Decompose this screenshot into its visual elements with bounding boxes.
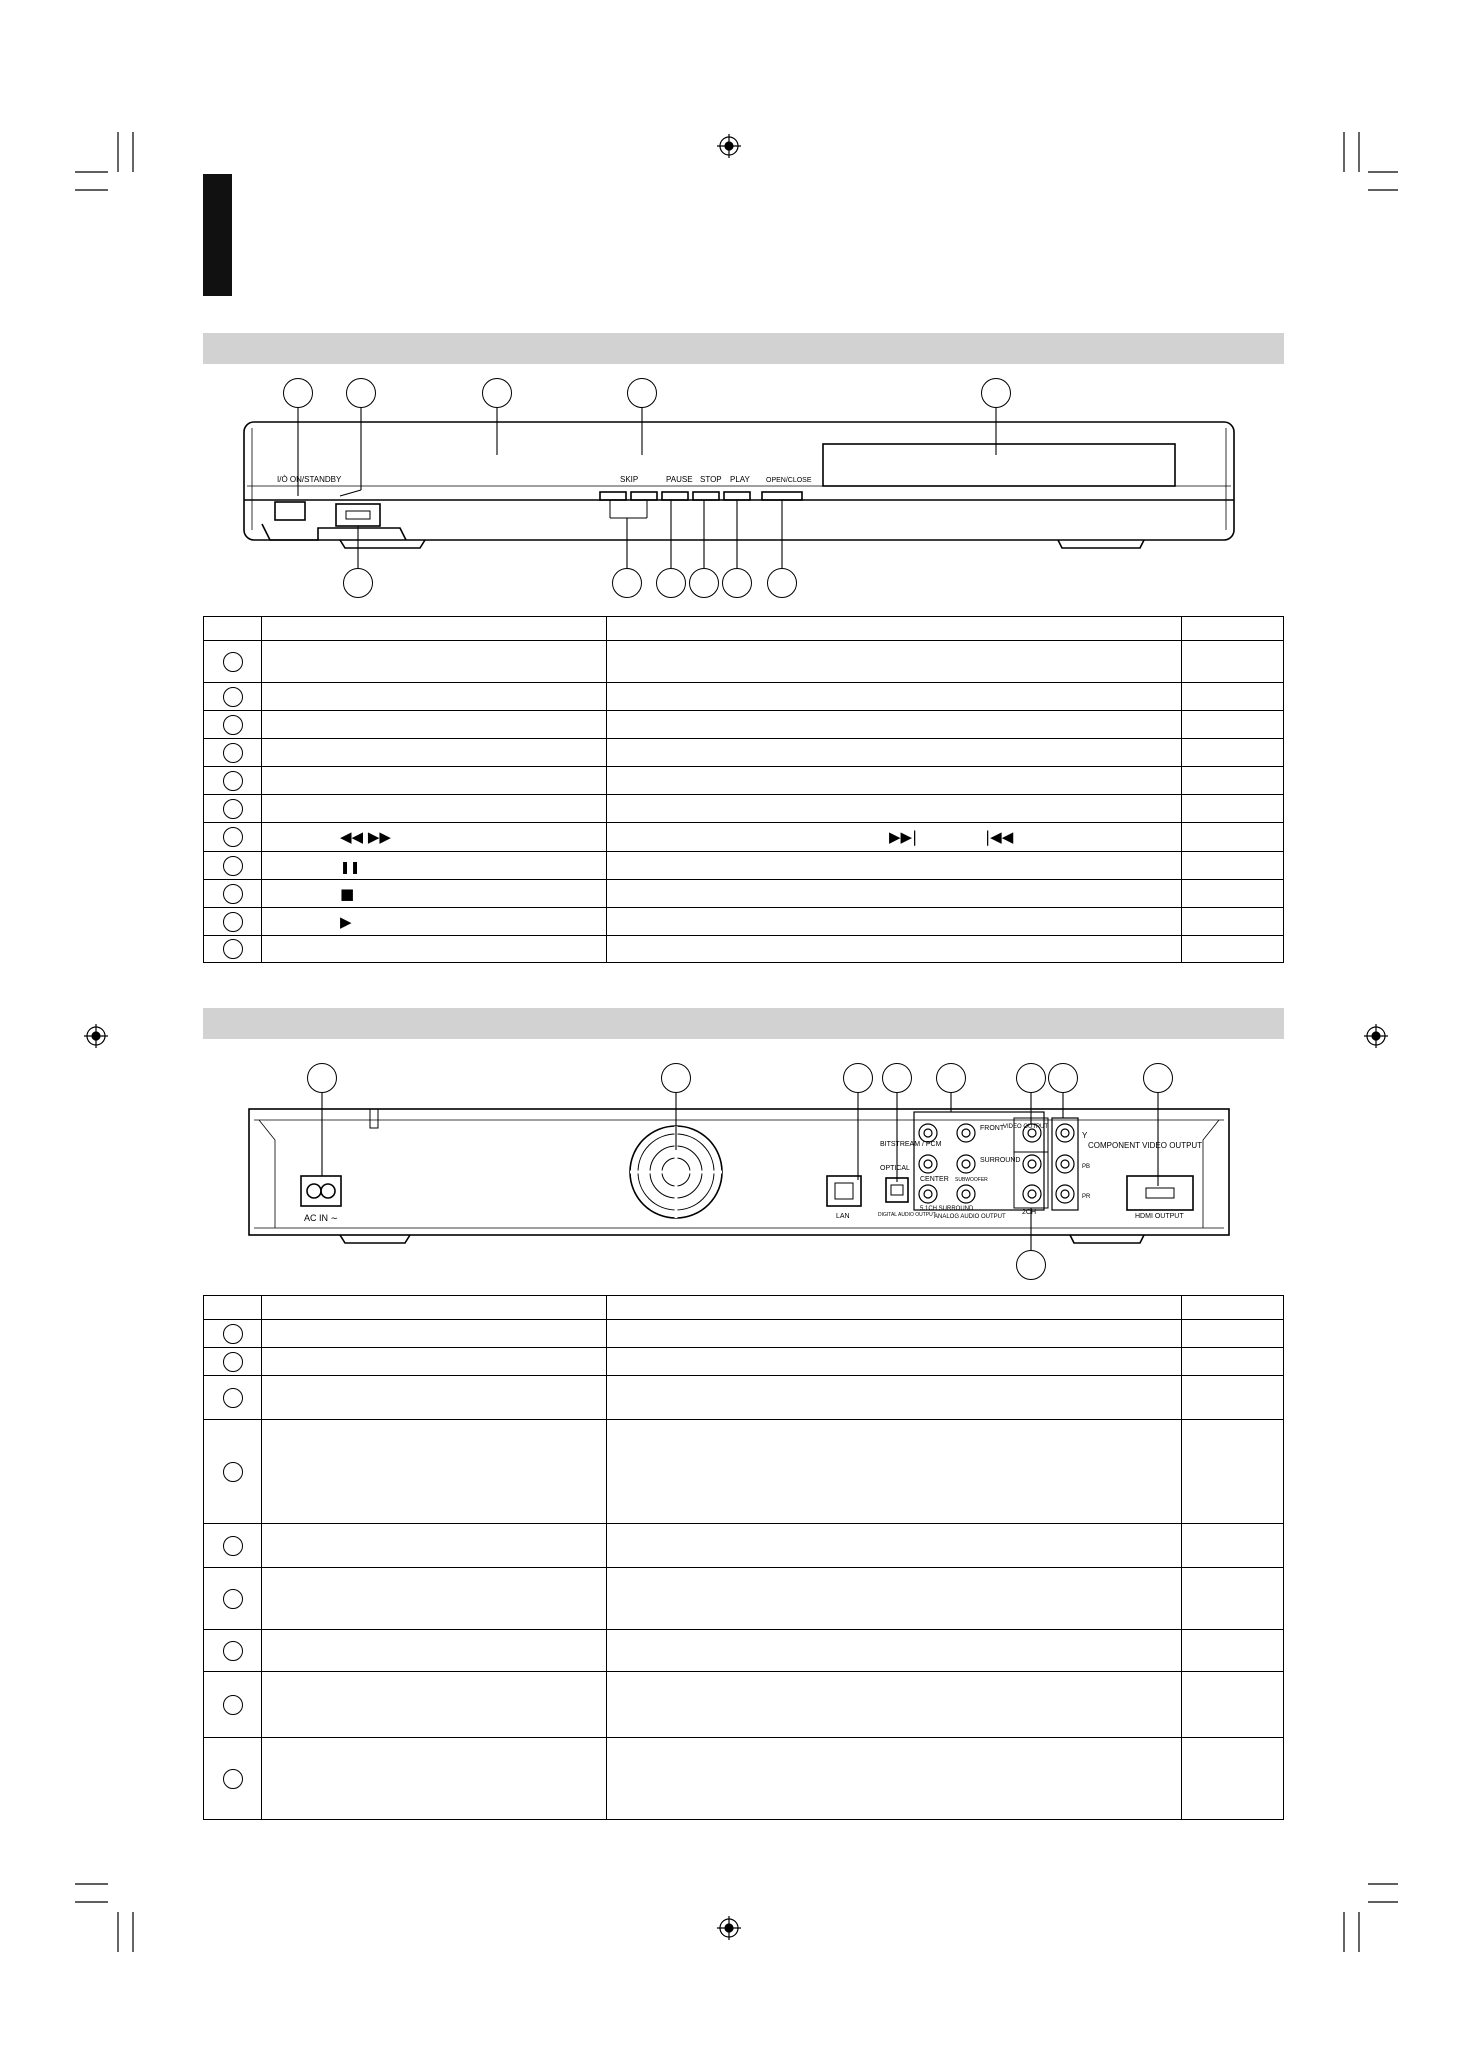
- pr-label: PR: [1082, 1194, 1091, 1200]
- rear-panel-table: [203, 1295, 1284, 1820]
- callout: [843, 1063, 873, 1093]
- table-row: [204, 1568, 1284, 1630]
- skip-icon: ◀◀ ▶▶: [340, 828, 391, 846]
- callout: [936, 1063, 966, 1093]
- pause-icon: ❚❚: [340, 859, 361, 874]
- center-label: CENTER: [920, 1176, 949, 1183]
- skip-forward-icon: ▶▶|: [889, 828, 918, 846]
- table-row: [204, 1420, 1284, 1524]
- item-number-icon: [223, 1352, 243, 1372]
- table-row: [204, 1524, 1284, 1568]
- front-label: FRONT: [980, 1125, 1005, 1132]
- skip-label: SKIP: [620, 475, 639, 484]
- standby-label: I/Ò ON/STANDBY: [277, 475, 342, 484]
- skip-back-icon: |◀◀: [985, 828, 1014, 846]
- stop-label: STOP: [700, 475, 722, 484]
- component-label: COMPONENT VIDEO OUTPUT: [1088, 1141, 1203, 1150]
- item-number-icon: [223, 1641, 243, 1661]
- video-output-label: VIDEO OUTPUT: [1003, 1124, 1049, 1130]
- callout: [1016, 1250, 1046, 1280]
- item-number-icon: [223, 1589, 243, 1609]
- table-row: [204, 1320, 1284, 1348]
- callout: [307, 1063, 337, 1093]
- item-number-icon: [223, 1388, 243, 1408]
- callout: [882, 1063, 912, 1093]
- registration-target-bottom: [717, 1916, 741, 1940]
- digital-audio-label: DIGITAL AUDIO OUTPUT: [878, 1212, 936, 1218]
- y-label: Y: [1082, 1131, 1088, 1140]
- callout: [1143, 1063, 1173, 1093]
- 2ch-label: 2CH: [1022, 1209, 1037, 1216]
- item-number-icon: [223, 1769, 243, 1789]
- item-number-icon: [223, 1536, 243, 1556]
- subwoofer-label: SUBWOOFER: [955, 1177, 988, 1183]
- pause-label: PAUSE: [666, 475, 693, 484]
- play-label: PLAY: [730, 475, 750, 484]
- item-number-icon: [223, 1462, 243, 1482]
- ac-in-label: AC IN ∼: [304, 1213, 339, 1223]
- table-row: [204, 1348, 1284, 1376]
- lan-label: LAN: [836, 1213, 850, 1220]
- table-row: [204, 1672, 1284, 1738]
- table-header-row: [204, 1296, 1284, 1320]
- bitstream-label: BITSTREAM / PCM: [880, 1141, 942, 1148]
- open-close-label: OPEN/CLOSE: [766, 477, 812, 484]
- callout: [1048, 1063, 1078, 1093]
- analog-audio-label: ANALOG AUDIO OUTPUT: [934, 1214, 1006, 1220]
- surround-label: SURROUND: [980, 1157, 1021, 1164]
- stop-icon: ■: [340, 884, 355, 903]
- callout: [661, 1063, 691, 1093]
- play-icon: ▶: [340, 912, 352, 931]
- pb-label: PB: [1082, 1164, 1091, 1170]
- callout: [1016, 1063, 1046, 1093]
- table-row: [204, 1376, 1284, 1420]
- surround-51-label: 5.1CH SURROUND: [920, 1206, 974, 1212]
- table-row: [204, 1630, 1284, 1672]
- item-number-icon: [223, 1695, 243, 1715]
- optical-label: OPTICAL: [880, 1165, 910, 1172]
- table-row: [204, 1738, 1284, 1820]
- hdmi-label: HDMI OUTPUT: [1135, 1213, 1184, 1220]
- item-number-icon: [223, 1324, 243, 1344]
